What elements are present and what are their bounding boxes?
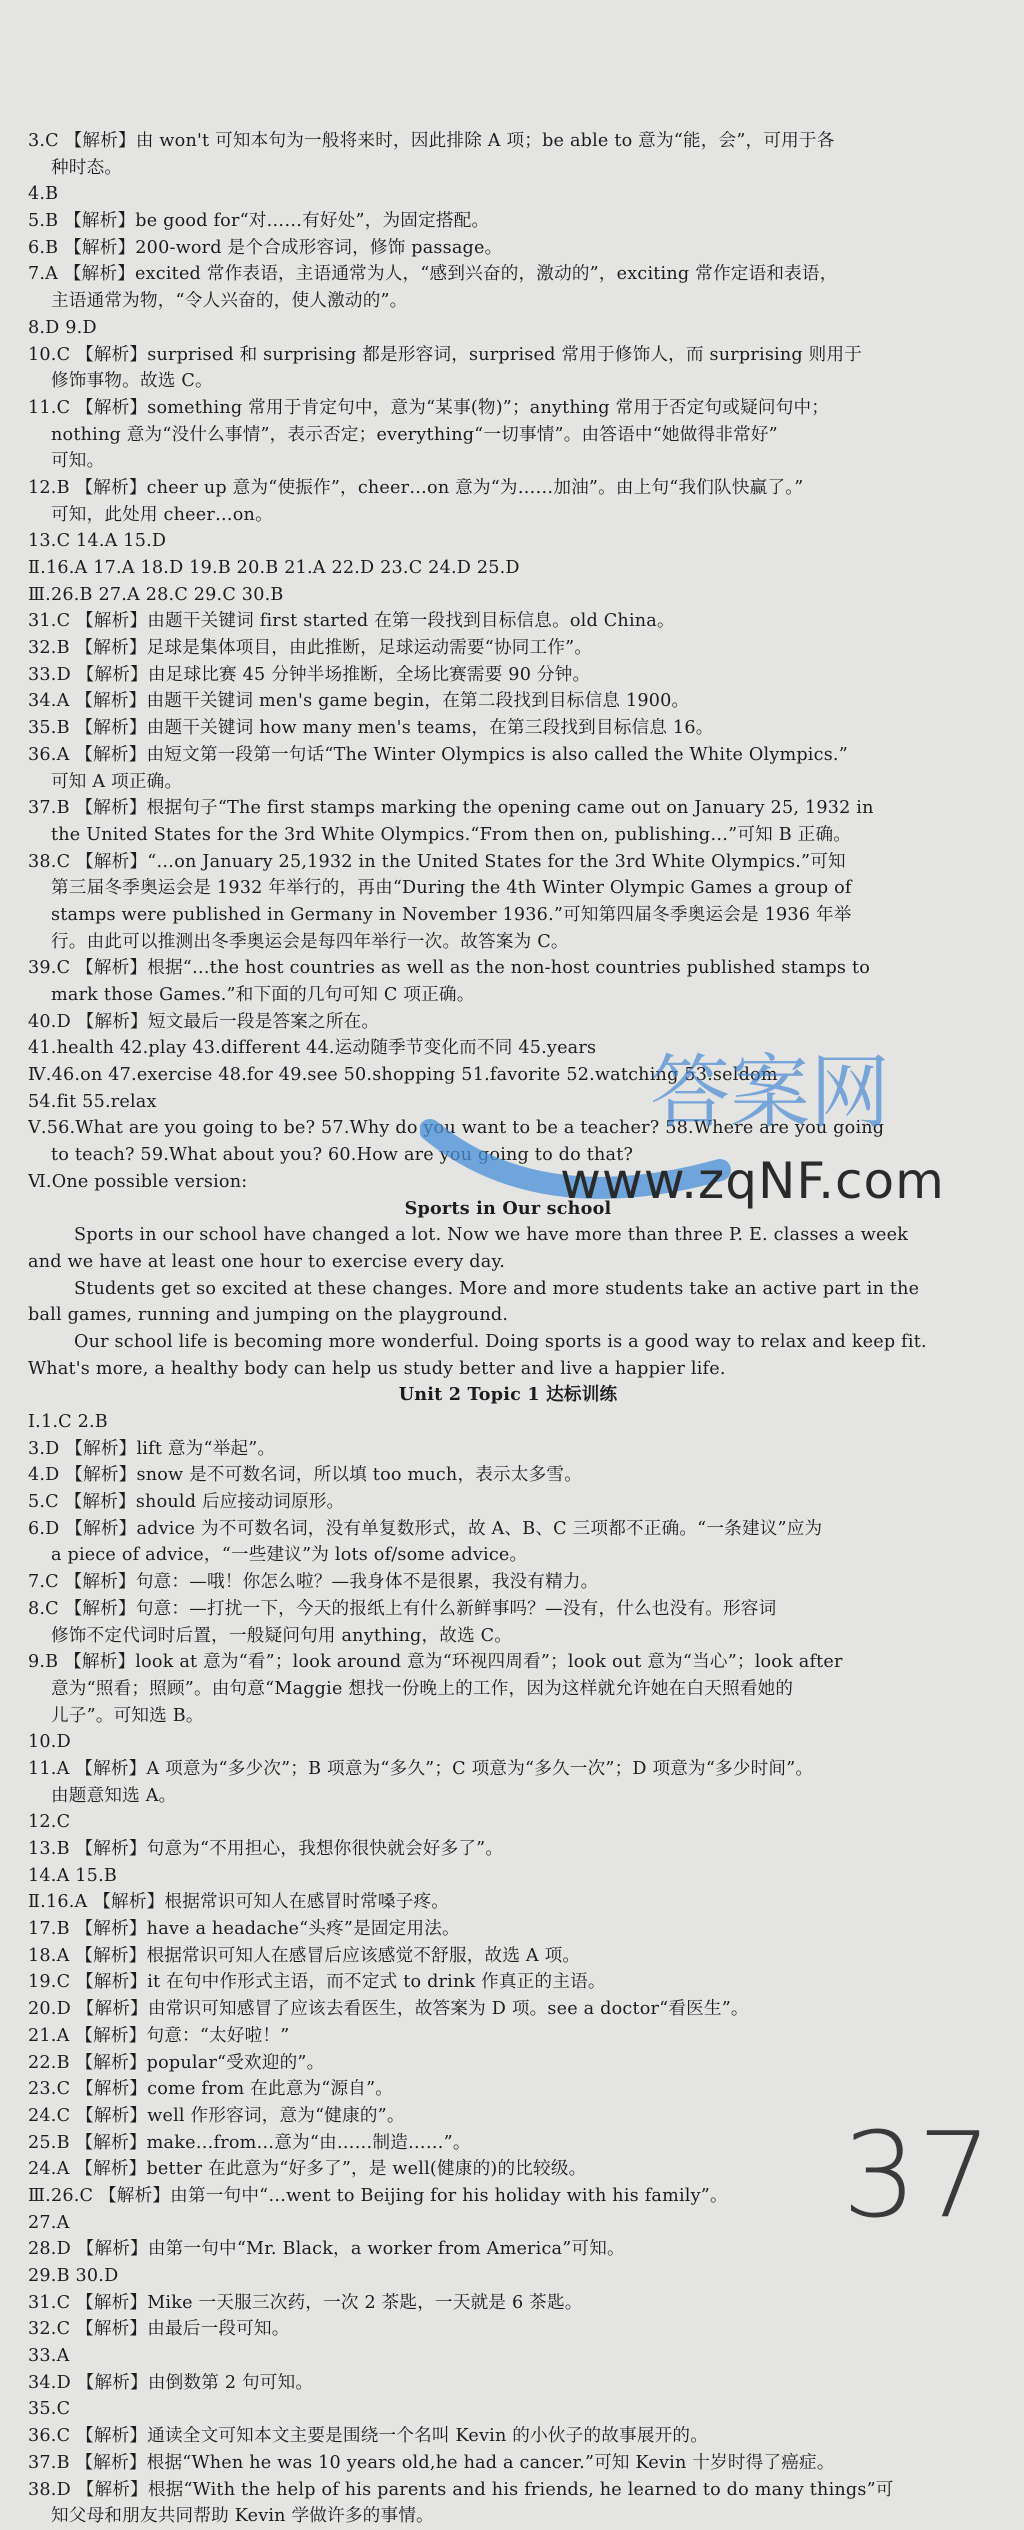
text-line: 36.C 【解析】通读全文可知本文主要是围绕一个名叫 Kevin 的小伙子的故事展开的。 — [28, 2426, 709, 2447]
text-line: to teach? 59.What about you? 60.How are you going to do that? — [51, 1145, 634, 1166]
text-line: ball games, running and jumping on the playground. — [28, 1305, 509, 1326]
text-line: 35.B 【解析】由题干关键词 how many men's teams，在第三段找到目标信息 16。 — [28, 718, 714, 739]
text-line: Students get so excited at these changes. More and more students take an active part in the — [74, 1278, 920, 1299]
text-line: Ⅵ.One possible version: — [28, 1171, 248, 1192]
text-line: 12.C — [28, 1812, 71, 1833]
text-line: 34.D 【解析】由倒数第 2 句可知。 — [28, 2372, 314, 2393]
text-line: Our school life is becoming more wonderful. Doing sports is a good way to relax and keep fit. — [74, 1331, 927, 1352]
text-line: 33.A — [28, 2346, 70, 2367]
text-line: 主语通常为物，“令人兴奋的，使人激动的”。 — [51, 291, 408, 312]
text-line: 31.C 【解析】Mike 一天服三次药，一次 2 茶匙，一天就是 6 茶匙。 — [28, 2292, 583, 2313]
text-line: Ⅱ.16.A 17.A 18.D 19.B 20.B 21.A 22.D 23.C 24.D 25.D — [28, 558, 520, 578]
text-line: 32.C 【解析】由最后一段可知。 — [28, 2319, 290, 2340]
text-line: mark those Games.”和下面的几句可知 C 项正确。 — [51, 985, 475, 1005]
text-line: 24.A 【解析】better 在此意为“好多了”，是 well(健康的)的比较级。 — [28, 2159, 587, 2180]
text-line: 3.D 【解析】lift 意为“举起”。 — [28, 1438, 276, 1459]
text-line: 34.A 【解析】由题干关键词 men's game begin，在第二段找到目标信息 1900。 — [28, 691, 690, 712]
text-line: Ⅳ.46.on 47.exercise 48.for 49.see 50.shopping 51.favorite 52.watching 53.seldom — [28, 1065, 778, 1086]
text-line: 35.C — [28, 2399, 71, 2420]
watermark-url: www.zqNF.com — [560, 1152, 945, 1210]
text-line: 12.B 【解析】cheer up 意为“使振作”，cheer…on 意为“为……加油”。由上句“我们队快赢了。” — [28, 477, 804, 498]
svg-text:答案网: 答案网 — [650, 1050, 890, 1139]
text-line: 32.B 【解析】足球是集体项目，由此推断，足球运动需要“协同工作”。 — [28, 638, 593, 659]
text-line: 可知，此处用 cheer…on。 — [51, 504, 273, 525]
text-line: 8.C 【解析】句意：—打扰一下，今天的报纸上有什么新鲜事吗？—没有，什么也没有。形容词 — [28, 1598, 777, 1619]
text-line: 38.D 【解析】根据“With the help of his parents and his friends, he learned to do many things”可 — [28, 2479, 894, 2500]
text-line: 37.B 【解析】根据句子“The first stamps marking the opening came out on January 25, 1932 in — [28, 798, 874, 819]
text-line: 28.D 【解析】由第一句中“Mr. Black，a worker from America”可知。 — [28, 2239, 625, 2260]
text-line: 25.B 【解析】make…from…意为“由……制造……”。 — [28, 2132, 471, 2153]
text-line: and we have at least one hour to exercise every day. — [28, 1251, 506, 1272]
text-line: 38.C 【解析】“…on January 25,1932 in the United States for the 3rd White Olympics.”可知 — [28, 851, 846, 872]
text-line: 6.D 【解析】advice 为不可数名词，没有单复数形式，故 A、B、C 三项都不正确。“一条建议”应为 — [28, 1518, 823, 1539]
text-line: 10.C 【解析】surprised 和 surprising 都是形容词，surprised 常用于修饰人，而 surprising 则用于 — [28, 344, 863, 365]
text-line: 11.C 【解析】something 常用于肯定句中，意为“某事(物)”；anything 常用于否定句或疑问句中； — [28, 397, 830, 418]
text-line: 意为“照看；照顾”。由句意“Maggie 想找一份晚上的工作，因为这样就允许她在白天照看她的 — [51, 1678, 794, 1699]
text-line: 20.D 【解析】由常识可知感冒了应该去看医生，故答案为 D 项。see a doctor“看医生”。 — [28, 1999, 749, 2020]
text-line: 41.health 42.play 43.different 44.运动随季节变化而不同 45.years — [28, 1038, 597, 1059]
text-line: Ⅰ.1.C 2.B — [28, 1412, 108, 1432]
text-line: Ⅲ.26.B 27.A 28.C 29.C 30.B — [28, 584, 284, 605]
text-line: 3.C 【解析】由 won't 可知本句为一般将来时，因此排除 A 项；be able to 意为“能，会”，可用于各 — [28, 131, 835, 151]
text-line: 31.C 【解析】由题干关键词 first started 在第一段找到目标信息。old China。 — [28, 611, 675, 632]
text-line: 27.A — [28, 2212, 70, 2233]
text-line: Sports in Our school — [404, 1197, 612, 1219]
text-line: Ⅱ.16.A 【解析】根据常识可知人在感冒时常嗓子疼。 — [28, 1892, 450, 1913]
text-line: 行。由此可以推测出冬季奥运会是每四年举行一次。故答案为 C。 — [51, 931, 569, 952]
text-line: 10.D — [28, 1732, 71, 1753]
text-line: 儿子”。可知选 B。 — [51, 1705, 204, 1726]
text-line: nothing 意为“没什么事情”，表示否定；everything“一切事情”。由答语中“她做得非常好” — [51, 424, 778, 445]
page-number: 37 — [842, 2106, 993, 2244]
text-line: 36.A 【解析】由短文第一段第一句话“The Winter Olympics is also called the White Olympics.” — [28, 744, 848, 765]
text-line: 知父母和朋友共同帮助 Kevin 学做许多的事情。 — [51, 2506, 434, 2527]
text-line: 5.B 【解析】be good for“对……有好处”，为固定搭配。 — [28, 211, 490, 232]
text-line: 19.C 【解析】it 在句中作形式主语，而不定式 to drink 作真正的主语。 — [28, 1972, 606, 1993]
text-line: 22.B 【解析】popular“受欢迎的”。 — [28, 2052, 325, 2073]
text-line: 13.C 14.A 15.D — [28, 531, 167, 552]
text-line: 修饰事物。故选 C。 — [51, 371, 213, 392]
text-line: stamps were published in Germany in November 1936.”可知第四届冬季奥运会是 1936 年举 — [51, 904, 852, 925]
text-line: Sports in our school have changed a lot. Now we have more than three P. E. classes a week — [74, 1225, 909, 1246]
text-line: 54.fit 55.relax — [28, 1091, 157, 1112]
text-line: 可知。 — [51, 451, 105, 472]
text-line: 4.D 【解析】snow 是不可数名词，所以填 too much，表示太多雪。 — [28, 1465, 582, 1486]
text-line: 9.B 【解析】look at 意为“看”；look around 意为“环视四周看”；look out 意为“当心”；look after — [28, 1652, 843, 1673]
text-line: 种时态。 — [51, 157, 123, 178]
text-line: 18.A 【解析】根据常识可知人在感冒后应该感觉不舒服，故选 A 项。 — [28, 1945, 581, 1966]
text-line: 24.C 【解析】well 作形容词，意为“健康的”。 — [28, 2105, 405, 2126]
text-line: 第三届冬季奥运会是 1932 年举行的，再由“During the 4th Winter Olympic Games a group of — [51, 878, 852, 899]
text-line: 29.B 30.D — [28, 2266, 119, 2286]
text-line: 4.B — [28, 184, 59, 205]
text-line: Ⅴ.56.What are you going to be? 57.Why do you want to be a teacher? 58.Where are you going — [28, 1118, 885, 1139]
text-line: 11.A 【解析】A 项意为“多少次”；B 项意为“多久”；C 项意为“多久一次”；D 项意为“多少时间”。 — [28, 1758, 814, 1779]
text-line: 修饰不定代词时后置，一般疑问句用 anything，故选 C。 — [51, 1625, 513, 1646]
text-line: 13.B 【解析】句意为“不用担心，我想你很快就会好多了”。 — [28, 1839, 504, 1859]
text-line: What's more, a healthy body can help us study better and live a happier life. — [28, 1358, 726, 1379]
text-line: the United States for the 3rd White Olympics.“From then on, publishing…”可知 B 正确。 — [51, 824, 852, 845]
text-line: 39.C 【解析】根据“…the host countries as well as the non-host countries published stamps to — [28, 958, 871, 979]
text-line: 37.B 【解析】根据“When he was 10 years old,he had a cancer.”可知 Kevin 十岁时得了癌症。 — [28, 2452, 835, 2473]
text-line: 可知 A 项正确。 — [51, 771, 183, 792]
text-line: Unit 2 Topic 1 达标训练 — [398, 1384, 618, 1406]
text-line: 40.D 【解析】短文最后一段是答案之所在。 — [28, 1011, 380, 1032]
text-line: 14.A 15.B — [28, 1865, 117, 1886]
text-line: 21.A 【解析】句意：“太好啦！” — [28, 2025, 290, 2046]
text-line: 7.C 【解析】句意：—哦！你怎么啦？—我身体不是很累，我没有精力。 — [28, 1572, 599, 1593]
text-line: a piece of advice，“一些建议”为 lots of/some advice。 — [51, 1545, 528, 1566]
text-line: 7.A 【解析】excited 常作表语，主语通常为人，“感到兴奋的，激动的”，exciting 常作定语和表语， — [28, 264, 838, 285]
text-line: 5.C 【解析】should 后应接动词原形。 — [28, 1492, 345, 1513]
text-line: 6.B 【解析】200-word 是个合成形容词，修饰 passage。 — [28, 237, 503, 258]
text-line: Ⅲ.26.C 【解析】由第一句中“…went to Beijing for his holiday with his family”。 — [28, 2185, 728, 2206]
text-line: 8.D 9.D — [28, 317, 97, 338]
text-line: 23.C 【解析】come from 在此意为“源自”。 — [28, 2079, 394, 2100]
text-line: 33.D 【解析】由足球比赛 45 分钟半场推断，全场比赛需要 90 分钟。 — [28, 664, 591, 685]
text-line: 17.B 【解析】have a headache“头疼”是固定用法。 — [28, 1919, 460, 1940]
text-line: 由题意知选 A。 — [51, 1785, 177, 1806]
